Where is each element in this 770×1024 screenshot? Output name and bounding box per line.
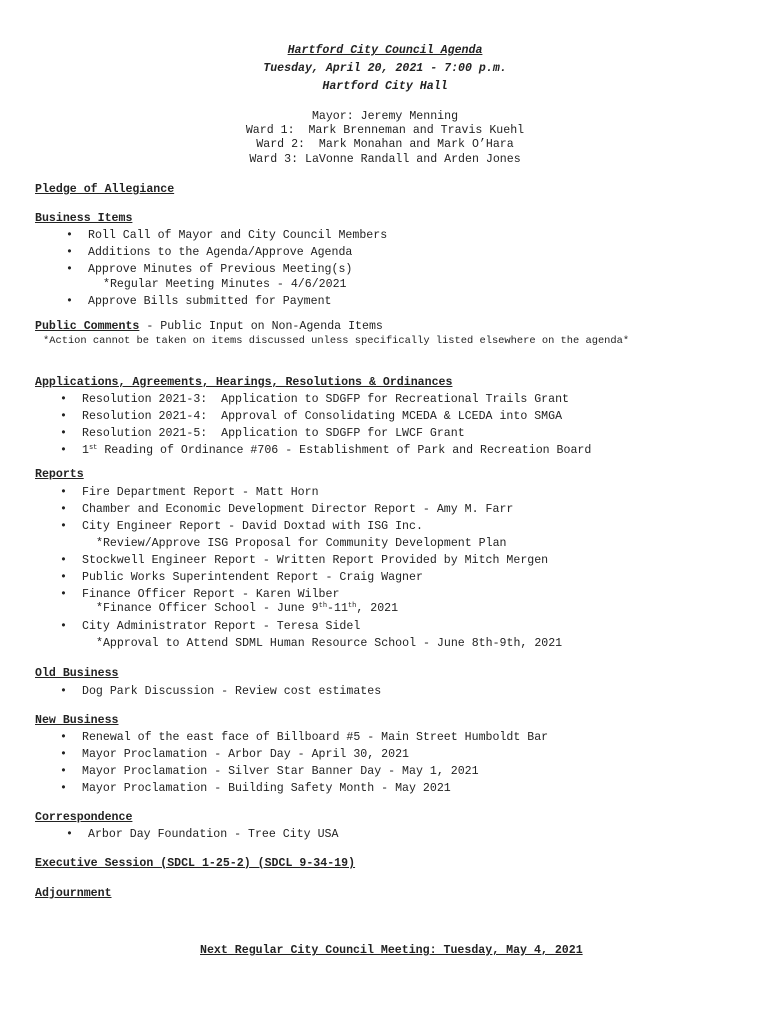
finance-school-text: *Finance Officer School - June 9 [96, 602, 319, 615]
section-heading-reports: Reports [35, 468, 84, 481]
ordinance-text: Reading of Ordinance #706 - Establishment of Park and Recreation Board [97, 444, 592, 457]
list-item: • Approve Bills submitted for Payment [88, 295, 332, 308]
list-item: • Mayor Proclamation - Building Safety Month - May 2021 [82, 782, 451, 795]
list-item: • Roll Call of Mayor and City Council Members [88, 229, 387, 242]
list-item: • Mayor Proclamation - Arbor Day - April 30, 2021 [82, 748, 409, 761]
next-meeting: Next Regular City Council Meeting: Tuesday, May 4, 2021 [200, 944, 583, 957]
sub-item-minutes: *Regular Meeting Minutes - 4/6/2021 [103, 278, 347, 291]
section-heading-adjournment: Adjournment [35, 887, 112, 900]
public-comments-text: - Public Input on Non-Agenda Items [139, 320, 383, 333]
list-item [82, 444, 591, 457]
sub-item-finance [96, 602, 398, 615]
section-heading-business: Business Items [35, 212, 133, 225]
list-item: • Fire Department Report - Matt Horn [82, 486, 319, 499]
list-item: • Approve Minutes of Previous Meeting(s) [88, 263, 352, 276]
sub-item-engineer: *Review/Approve ISG Proposal for Community Development Plan [96, 537, 507, 550]
list-item: • Arbor Day Foundation - Tree City USA [88, 828, 338, 841]
meeting-date-time: Tuesday, April 20, 2021 - 7:00 p.m. [263, 62, 507, 75]
section-heading-applications: Applications, Agreements, Hearings, Resolutions & Ordinances [35, 376, 453, 389]
sub-item-admin: *Approval to Attend SDML Human Resource School - June 8th-9th, 2021 [96, 637, 563, 650]
section-heading-pledge: Pledge of Allegiance [35, 183, 175, 196]
list-item: • Dog Park Discussion - Review cost estimates [82, 685, 381, 698]
official-ward-2: Ward 2: Mark Monahan and Mark O’Hara [256, 138, 514, 151]
list-item: • Mayor Proclamation - Silver Star Banner Day - May 1, 2021 [82, 765, 479, 778]
agenda-title: Hartford City Council Agenda [287, 44, 483, 57]
list-item: • City Administrator Report - Teresa Sidel [82, 620, 360, 633]
section-heading-correspondence: Correspondence [35, 811, 133, 824]
ordinance-suffix: st [88, 444, 98, 452]
finance-year: , 2021 [356, 602, 399, 615]
list-item: • Additions to the Agenda/Approve Agenda [88, 246, 352, 259]
list-item: • Resolution 2021-5: Application to SDGFP for LWCF Grant [82, 427, 465, 440]
official-mayor: Mayor: Jeremy Menning [311, 110, 459, 123]
section-heading-public-comments: Public Comments [35, 320, 140, 333]
official-ward-1: Ward 1: Mark Brenneman and Travis Kuehl [245, 124, 525, 137]
section-heading-new-business: New Business [35, 714, 119, 727]
list-item: • Renewal of the east face of Billboard #5 - Main Street Humboldt Bar [82, 731, 548, 744]
meeting-location: Hartford City Hall [322, 80, 448, 93]
list-item: • Public Works Superintendent Report - Craig Wagner [82, 571, 423, 584]
public-comments-note: *Action cannot be taken on items discussed unless specifically listed elsewhere on the agenda* [43, 335, 630, 347]
list-item: • Finance Officer Report - Karen Wilber [82, 588, 339, 601]
list-item: • City Engineer Report - David Doxtad with ISG Inc. [82, 520, 423, 533]
finance-sup-2: th [347, 602, 357, 610]
section-heading-executive: Executive Session (SDCL 1-25-2) (SDCL 9-34-19) [35, 857, 356, 870]
official-ward-3: Ward 3: LaVonne Randall and Arden Jones [249, 153, 521, 166]
ordinance-number: 1 [82, 444, 89, 457]
list-item: • Resolution 2021-3: Application to SDGFP for Recreational Trails Grant [82, 393, 569, 406]
list-item: • Stockwell Engineer Report - Written Report Provided by Mitch Mergen [82, 554, 548, 567]
section-heading-old-business: Old Business [35, 667, 119, 680]
list-item: • Chamber and Economic Development Director Report - Amy M. Farr [82, 503, 513, 516]
list-item: • Resolution 2021-4: Approval of Consolidating MCEDA & LCEDA into SMGA [82, 410, 562, 423]
public-comments-line [35, 320, 383, 333]
finance-sup-1: th [318, 602, 328, 610]
finance-range: -11 [327, 602, 348, 615]
